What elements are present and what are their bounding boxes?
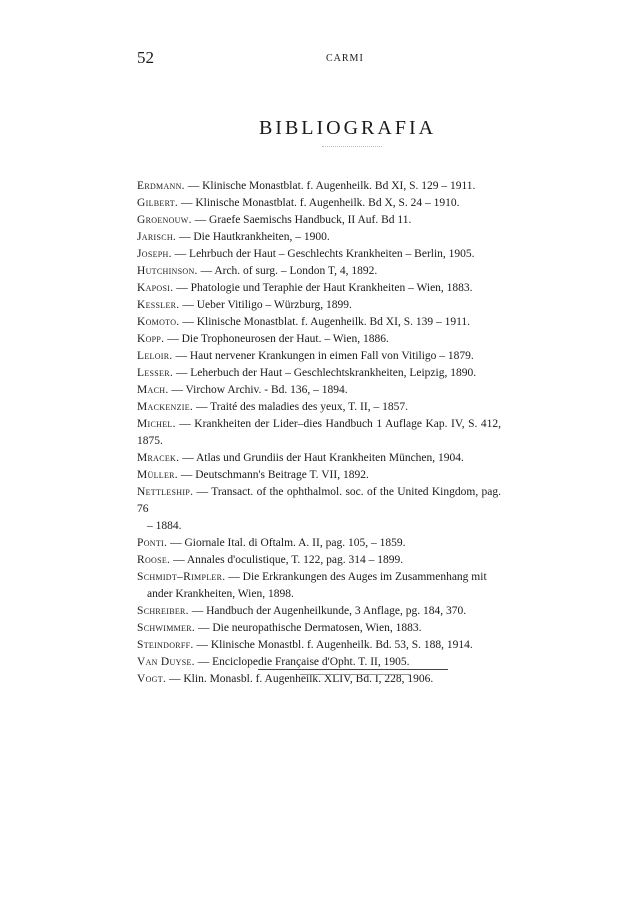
entry-text: — Deutschmann's Beitrage T. VII, 1892. <box>177 469 369 481</box>
entry-author: Kessler. <box>137 299 180 311</box>
entry-text: — Enciclopedie Française d'Opht. T. II, 1905. <box>194 656 410 668</box>
entry-text: — Giornale Ital. di Oftalm. A. II, pag. 105, – 1859. <box>167 537 406 549</box>
entry-text: — Virchow Archiv. - Bd. 136, – 1894. <box>168 384 348 396</box>
entry-text: — Atlas und Grundiis der Haut Krankheiten München, 1904. <box>179 452 464 464</box>
bibliography-entry <box>137 399 501 416</box>
bibliography-entry <box>137 229 501 246</box>
end-rule-secondary <box>300 674 410 675</box>
entry-text: — Klinische Monastblat. f. Augenheilk. Bd X, S. 24 – 1910. <box>178 197 460 209</box>
entry-text: — Haut nervener Krankungen in eimen Fall von Vitiligo – 1879. <box>172 350 474 362</box>
bibliography-entry <box>137 637 501 654</box>
entry-text: — Die Hautkrankheiten, – 1900. <box>176 231 330 243</box>
page-number: 52 <box>137 48 154 67</box>
bibliography-entry <box>137 297 501 314</box>
bibliography-entry <box>137 314 501 331</box>
bibliography-entry <box>137 620 501 637</box>
entry-text: — Klinische Monastblat. f. Augenheilk. Bd XI, S. 129 – 1911. <box>184 180 476 192</box>
end-rule <box>258 669 448 670</box>
entry-text: — Klinische Monastbl. f. Augenheilk. Bd. 53, S. 188, 1914. <box>193 639 473 651</box>
entry-text: — Klin. Monasbl. f. Augenheilk. XLIV, Bd. I, 228, 1906. <box>166 673 434 685</box>
bibliography-entry <box>137 246 501 263</box>
bibliography-entry <box>137 484 501 535</box>
entry-text: — Die Erkrankungen des Auges im Zusammenhang mit <box>225 571 487 583</box>
entry-author: Joseph. <box>137 248 172 260</box>
entry-continuation: ander Krankheiten, Wien, 1898. <box>147 588 294 600</box>
bibliography-entry <box>137 603 501 620</box>
entry-author: Mach. <box>137 384 169 396</box>
entry-text: — Annales d'oculistique, T. 122, pag. 314 – 1899. <box>170 554 404 566</box>
entry-author: Groenouw. <box>137 214 192 226</box>
bibliography-entry <box>137 263 501 280</box>
running-head: CARMI <box>326 53 364 64</box>
entry-text: — Klinische Monastblat. f. Augenheilk. Bd XI, S. 139 – 1911. <box>179 316 471 328</box>
entry-text: — Lehrbuch der Haut – Geschlechts Krankheiten – Berlin, 1905. <box>171 248 475 260</box>
entry-continuation: – 1884. <box>147 520 182 532</box>
entry-author: Vogt. <box>137 673 167 685</box>
entry-author: Nettleship. <box>137 486 194 498</box>
entry-author: Lesser. <box>137 367 174 379</box>
bibliography-list <box>137 178 501 688</box>
entry-author: Ponti. <box>137 537 168 549</box>
entry-author: Van Duyse. <box>137 656 195 668</box>
bibliography-entry <box>137 450 501 467</box>
bibliography-entry <box>137 535 501 552</box>
entry-text: — Die neuropathische Dermatosen, Wien, 1883. <box>195 622 422 634</box>
bibliography-entry <box>137 467 501 484</box>
page-title: BIBLIOGRAFIA <box>258 117 437 139</box>
entry-text: — Krankheiten der Lider–dies Handbuch 1 Auflage Kap. IV, S. 412, 1875. <box>137 418 501 447</box>
entry-text: — Ueber Vitiligo – Würzburg, 1899. <box>179 299 352 311</box>
entry-text: — Phatologie und Teraphie der Haut Krankheiten – Wien, 1883. <box>173 282 473 294</box>
entry-author: Kopp. <box>137 333 165 345</box>
entry-author: Komoto. <box>137 316 180 328</box>
bibliography-entry <box>137 212 501 229</box>
bibliography-entry <box>137 178 501 195</box>
bibliography-entry <box>137 348 501 365</box>
entry-text: — Arch. of surg. – London T, 4, 1892. <box>197 265 378 277</box>
entry-author: Mackenzie. <box>137 401 194 413</box>
bibliography-entry <box>137 416 501 450</box>
entry-author: Michel. <box>137 418 176 430</box>
entry-author: Jarisch. <box>137 231 177 243</box>
bibliography-entry <box>137 569 501 603</box>
entry-text: — Traité des maladies des yeux, T. II, – 1857. <box>193 401 408 413</box>
entry-author: Schwimmer. <box>137 622 196 634</box>
entry-author: Gilbert. <box>137 197 179 209</box>
title-ornament <box>322 146 382 149</box>
entry-text: — Leherbuch der Haut – Geschlechtskrankheiten, Leipzig, 1890. <box>173 367 477 379</box>
entry-author: Hutchinson. <box>137 265 198 277</box>
entry-author: Erdmann. <box>137 180 185 192</box>
entry-text: — Handbuch der Augenheilkunde, 3 Anflage, pg. 184, 370. <box>188 605 467 617</box>
bibliography-entry <box>137 331 501 348</box>
bibliography-entry <box>137 552 501 569</box>
bibliography-entry <box>137 365 501 382</box>
entry-text: — Transact. of the ophthalmol. soc. of the United Kingdom, pag. 76 <box>137 486 501 515</box>
bibliography-entry <box>137 195 501 212</box>
entry-author: Schreiber. <box>137 605 189 617</box>
entry-author: Roose. <box>137 554 171 566</box>
entry-author: Schmidt–Rimpler. <box>137 571 226 583</box>
entry-author: Kaposi. <box>137 282 174 294</box>
entry-author: Steindorff. <box>137 639 194 651</box>
entry-author: Müller. <box>137 469 178 481</box>
entry-author: Mracek. <box>137 452 180 464</box>
bibliography-entry <box>137 382 501 399</box>
entry-author: Leloir. <box>137 350 173 362</box>
entry-text: — Die Trophoneurosen der Haut. – Wien, 1886. <box>164 333 389 345</box>
bibliography-entry <box>137 280 501 297</box>
entry-text: — Graefe Saemischs Handbuck, II Auf. Bd 11. <box>191 214 412 226</box>
